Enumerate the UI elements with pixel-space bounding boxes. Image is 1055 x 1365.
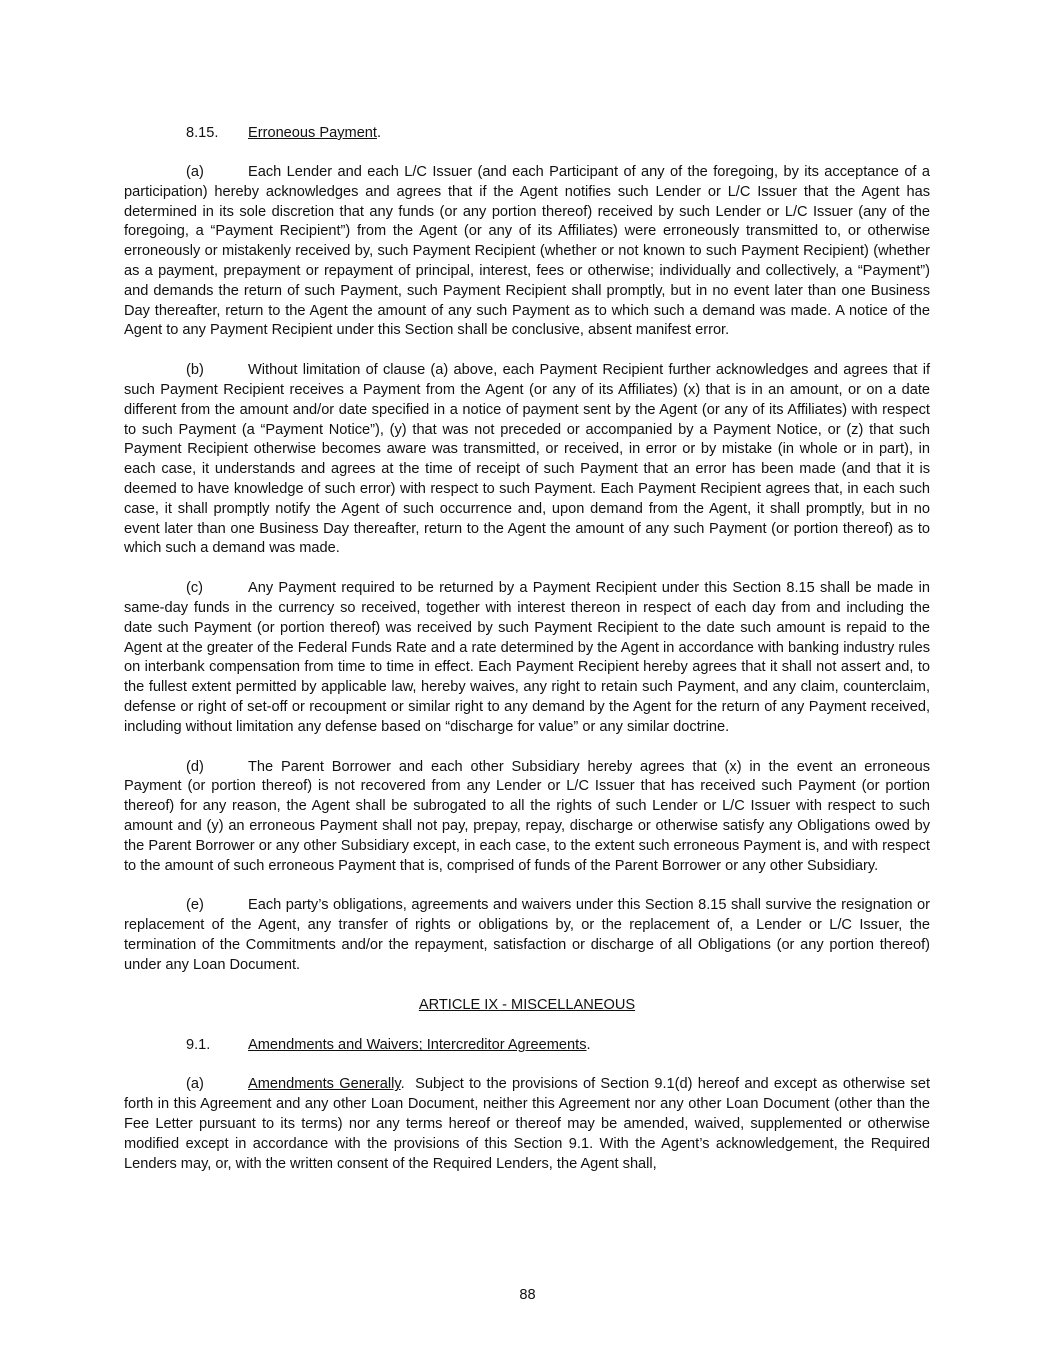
- paragraph-text: Any Payment required to be returned by a Payment Recipient under this Section 8.15 shall be made in same-day funds in the currency so received, together with interest thereon in respect of each day from and including the date such Payment (or portion thereof) was received by such Payment Recipient to the date such amount is repaid to the Agent at the greater of the Federal Funds Rate and a rate determined by the Agent in accordance with banking industry rules on interbank compensation from time to time in effect. Each Payment Recipient hereby agrees that it shall not assert and, to the fullest extent permitted by applicable law, hereby waives, any right to retain such Payment, and any claim, counterclaim, defense or right of set-off or recoupment or similar right to any demand by the Agent for the return of any Payment received, including without limitation any defense based on “discharge for value” or any similar doctrine.: [124, 580, 930, 735]
- paragraph-label: (d): [186, 758, 204, 775]
- paragraph-text: Each party’s obligations, agreements and waivers under this Section 8.15 shall survive the resignation or replacement of the Agent, any transfer of rights or obligations by, or the replacement of, a Lender or L/C Issuer, the termination of the Commitments and/or the repayment, satisfaction or discharge of all Obligations (or any portion thereof) under any Loan Document.: [124, 897, 930, 973]
- paragraph-subtitle: Amendments Generally: [248, 1076, 401, 1093]
- section-number: 8.15.: [186, 125, 219, 141]
- section-title: Amendments and Waivers; Intercreditor Agreements: [248, 1037, 587, 1054]
- article-heading: [124, 995, 930, 1015]
- section-title-suffix: .: [586, 1037, 591, 1054]
- paragraph-8-15-c: [124, 579, 930, 737]
- section-heading-9-1: [124, 1035, 930, 1055]
- paragraph-8-15-a: [124, 163, 930, 341]
- paragraph-8-15-b: [124, 361, 930, 559]
- paragraph-text: Each Lender and each L/C Issuer (and each Participant of any of the foregoing, by its acceptance of a participation) hereby acknowledges and agrees that if the Agent notifies such Lender or L/C Issuer that the Agent has determined in its sole discretion that any funds (or any portion thereof) received by such Lender or L/C Issuer (any of the foregoing, a “Payment Recipient”) from the Agent (or any of its Affiliates) were erroneously transmitted to, or otherwise erroneously or mistakenly received by, such Payment Recipient (whether or not known to such Payment Recipient) (whether as a payment, prepayment or repayment of principal, interest, fees or otherwise; individually and collectively, a “Payment”) and demands the return of such Payment, such Payment Recipient shall promptly, but in no event later than one Business Day thereafter, return to the Agent the amount of any such Payment as to which such a demand was made. A notice of the Agent to any Payment Recipient under this Section shall be conclusive, absent manifest error.: [124, 164, 930, 339]
- paragraph-text: Without limitation of clause (a) above, each Payment Recipient further acknowledges and agrees that if such Payment Recipient receives a Payment from the Agent (or any of its Affiliates) (x) that is in an amount, or on a date different from the amount and/or date specified in a notice of payment sent by the Agent (or any of its Affiliates) with respect to such Payment (a “Payment Notice”), (y) that was not preceded or accompanied by a Payment Notice, or (z) that such Payment Recipient otherwise becomes aware was transmitted, or received, in error or by mistake (in whole or in part), in each case, it understands and agrees at the time of receipt of such Payment that an error has been made (and that it is deemed to have knowledge of such error) with respect to such Payment. Each Payment Recipient agrees that, in each such case, it shall promptly notify the Agent of such occurrence and, upon demand from the Agent, it shall promptly, but in no event later than one Business Day thereafter, return to the Agent the amount of any such Payment (or portion thereof) as to which such a demand was made.: [124, 362, 930, 557]
- paragraph-label: (a): [186, 164, 204, 180]
- article-title: ARTICLE IX - MISCELLANEOUS: [418, 997, 636, 1014]
- paragraph-label: (c): [186, 580, 204, 597]
- section-heading-8-15: [124, 123, 930, 143]
- paragraph-subtitle-suffix: .: [400, 1076, 405, 1093]
- page-number: 88: [519, 1287, 536, 1303]
- paragraph-8-15-e: [124, 896, 930, 975]
- paragraph-text: Subject to the provisions of Section 9.1(d) hereof and except as otherwise set forth in this Agreement and any other Loan Document, neither this Agreement nor any other Loan Document (other than the Fee Letter pursuant to its terms) nor any terms hereof or thereof may be amended, waived, supplemented or otherwise modified except in accordance with the provisions of this Section 9.1. With the Agent’s acknowledgement, the Required Lenders may, or, with the written consent of the Required Lenders, the Agent shall,: [124, 1076, 930, 1172]
- paragraph-9-1-a: [124, 1075, 930, 1174]
- section-title-suffix: .: [376, 125, 382, 141]
- paragraph-label: (b): [186, 362, 204, 379]
- paragraph-label: (e): [186, 897, 204, 914]
- paragraph-text: The Parent Borrower and each other Subsidiary hereby agrees that (x) in the event an erroneous Payment (or portion thereof) is not recovered from any Lender or L/C Issuer that has received such Payment (or portion thereof) for any reason, the Agent shall be subrogated to all the rights of such Lender or L/C Issuer with respect to such amount and (y) an erroneous Payment shall not pay, prepay, repay, discharge or otherwise satisfy any Obligations owed by the Parent Borrower or any other Subsidiary except, in each case, to the extent such erroneous Payment is, and with respect to the amount of such erroneous Payment that is, comprised of funds of the Parent Borrower or any other Subsidiary.: [124, 758, 930, 874]
- section-number: 9.1.: [186, 1037, 211, 1054]
- document-page: [124, 123, 930, 1194]
- paragraph-8-15-d: [124, 758, 930, 877]
- section-title: Erroneous Payment: [248, 125, 377, 141]
- paragraph-label: (a): [186, 1076, 204, 1093]
